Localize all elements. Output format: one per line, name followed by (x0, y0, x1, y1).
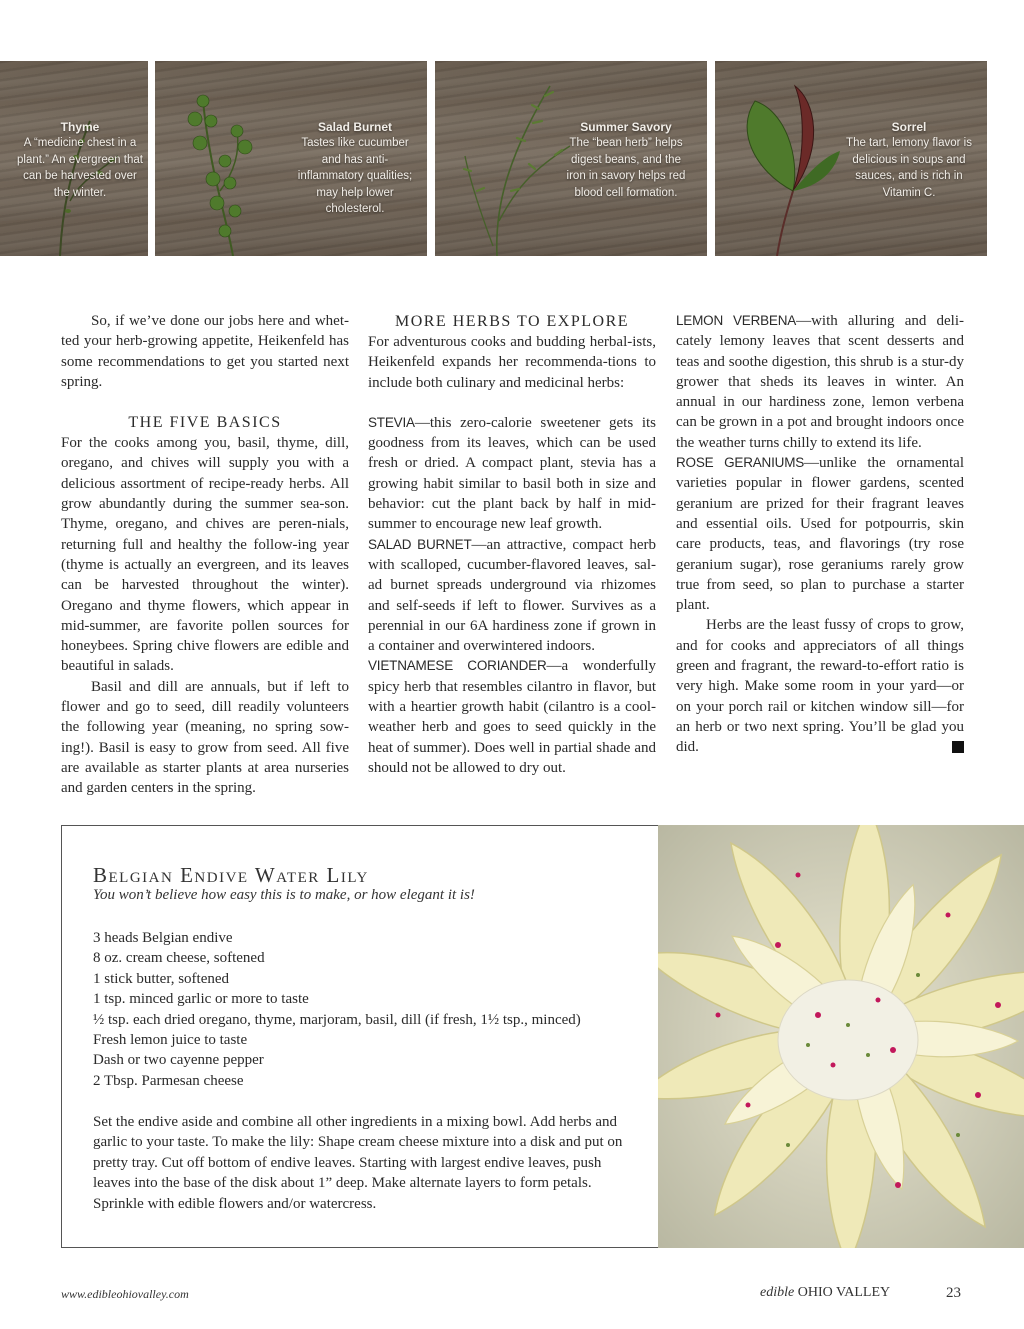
recipe-subtitle: You won’t believe how easy this is to make, or how elegant it is! (93, 887, 475, 903)
herb-keyword: LEMON VERBENA (676, 313, 797, 328)
ingredient-item: 1 tsp. minced garlic or more to taste (93, 991, 309, 1008)
endive-water-lily-photo (658, 825, 1024, 1248)
footer-magazine-name (760, 1285, 890, 1301)
herb-caption-salad-burnet (291, 119, 419, 218)
article-column-1 (61, 311, 349, 799)
endive-lily-illustration (658, 825, 1024, 1248)
herb-keyword: VIETNAMESE CORIANDER (368, 658, 547, 674)
herb-entry-rose-geraniums (676, 453, 964, 615)
closing-paragraph (676, 615, 964, 757)
ingredient-item: Dash or two cayenne pepper (93, 1052, 264, 1069)
intro-paragraph: So, if we’ve done our jobs here and whet-ted your herb-growing appetite, Heikenfeld has some recommendations to get you started next spring. (61, 313, 349, 390)
article-column-3 (676, 311, 964, 758)
ingredient-item: 2 Tbsp. Parmesan cheese (93, 1072, 244, 1089)
herb-description: The “bean herb” helps digest beans, and the iron in savory helps red blood cell formation. (566, 137, 686, 199)
herb-entry-text: —a wonderfully spicy herb that resembles cilantro in flavor, but with a heartier growth habit (cilantro is a cool-weather herb and goes to seed quickly in the heat of summer). Does well in partial shade and should not be allowed to dry out. (368, 658, 656, 776)
recipe-box (61, 825, 658, 1248)
ingredient-list (93, 928, 581, 1091)
herb-name: Thyme (60, 120, 100, 134)
magazine-region: OHIO VALLEY (797, 1285, 891, 1300)
magazine-edible: edible (760, 1285, 795, 1300)
article-column-2 (368, 311, 656, 778)
herb-name: Summer Savory (580, 120, 672, 134)
ingredient-item: 1 stick butter, softened (93, 970, 230, 987)
herb-keyword: ROSE GERANIUMS (676, 455, 805, 471)
paragraph: For the cooks among you, basil, thyme, dill, oregano, and chives will supply you with a delicious assortment of recipe-ready herbs. All grow abundantly during the summer sea-son. Thyme, oregano, and chives are peren-nials, returning full and healthy the follow-ing year (thyme is actually an evergreen, and its leaves can be harvested throughout the winter). Oregano and thyme flowers, which appear in mid-summer, are favorite pollen sources for honeybees. Spring chive flowers are edible and beautiful in salads. (61, 435, 349, 675)
herb-entry-text: —this zero-calorie sweetener gets its goodness from its leaves, which can be used fresh or dried. A compact plant, stevia has a growing habit similar to basil both in size and behavior: cut the plant back by half in mid-summer to encourage new leaf growth. (368, 414, 656, 533)
ingredient-item: 3 heads Belgian endive (93, 930, 233, 946)
herb-caption-sorrel (845, 119, 973, 201)
recipe-title: Belgian Endive Water Lily (93, 863, 369, 887)
herb-description: A “medicine chest in a plant.” An evergreen that can be harvested over the winter. (17, 137, 143, 199)
herb-keyword: SALAD BURNET (368, 536, 472, 552)
herb-caption-summer-savory (562, 119, 690, 201)
herb-entry-vietnamese-coriander (368, 656, 656, 778)
footer-website: www.edibleohiovalley.com (61, 1287, 189, 1301)
section-heading-more-herbs: MORE HERBS TO EXPLORE (394, 313, 630, 330)
herb-entry-text: —unlike the ornamental varieties popular in flower gardens, scented geranium are prized for their fragrant leaves and essential oils. Used for potpourris, skin care products, teas, and flavorings (try rose geranium sugar), rose geraniums rarely grow true from seed, so plan to purchase a starter plant. (676, 455, 964, 614)
ingredient-item: 8 oz. cream cheese, softened (93, 950, 265, 967)
herb-caption-thyme (16, 119, 144, 201)
herb-name: Sorrel (891, 120, 927, 134)
herb-panel-summer-savory (435, 61, 707, 256)
herb-panel-thyme (0, 61, 148, 256)
herb-photo-strip (0, 61, 1024, 256)
herb-entry-lemon-verbena (676, 311, 964, 453)
herb-entry-text: —with alluring and deli-cately lemony leaves that scent desserts and teas and soothe digestion, this shrub is a stur-dy grower that sheds its leaves in winter. An annual in our hardiness zone, lemon verbena can be grown in a pot and brought indoors once the weather turns chilly to extend its life. (676, 313, 964, 451)
paragraph: Basil and dill are annuals, but if left to flower and go to seed, dill readily volunteers the following year (meaning, no spring sow-ing!). Basil is easy to grow from seed. All five are available as starter plants at area nurseries and garden centers in the spring. (61, 678, 349, 797)
herb-name: Salad Burnet (317, 120, 392, 134)
end-of-article-mark (952, 741, 964, 753)
ingredient-item: Fresh lemon juice to taste (93, 1032, 248, 1049)
herb-keyword: STEVIA (368, 414, 415, 430)
recipe-method: Set the endive aside and combine all other ingredients in a mixing bowl. Add herbs and garlic to your taste. To make the lily: Shape cream cheese mixture into a disk and put on pretty tray. Cut off bottom of endive leaves. Starting with largest endive leaves, push leaves into the base of the disk about 1” deep. Make alternate layers to form petals. Sprinkle with edible flowers and/or watercress. (93, 1114, 623, 1212)
paragraph: For adventurous cooks and budding herbal-ists, Heikenfeld expands her recommenda-tions to include both culinary and medicinal herbs: (368, 334, 656, 391)
herb-entry-stevia (368, 413, 656, 535)
herb-description: The tart, lemony flavor is delicious in soups and sauces, and is rich in Vitamin C. (846, 137, 972, 199)
herb-panel-salad-burnet (155, 61, 427, 256)
herb-entry-text: —an attractive, compact herb with scalloped, cucumber-flavored leaves, sal-ad burnet spreads underground via rhizomes and self-seeds if left to flower. Survives as a perennial in our 6A hardiness zone if grown in a container and overwintered indoors. (368, 536, 657, 655)
herb-entry-salad-burnet (368, 535, 656, 657)
herb-description: Tastes like cucumber and has anti-inflammatory qualities; may help lower cholesterol. (297, 137, 413, 215)
ingredient-item: ½ tsp. each dried oregano, thyme, marjoram, basil, dill (if fresh, 1½ tsp., minced) (93, 1011, 581, 1028)
herb-panel-sorrel (715, 61, 987, 256)
closing-text: Herbs are the least fussy of crops to grow, and for cooks and appreciators of all things green and fragrant, the reward-to-effort ratio is very high. Make some room in your yard—or on your porch rail or kitchen window sill—for an herb or two next spring. You’ll be glad you did. (676, 617, 964, 756)
page-number: 23 (946, 1285, 961, 1301)
section-heading-five-basics: THE FIVE BASICS (128, 414, 282, 432)
